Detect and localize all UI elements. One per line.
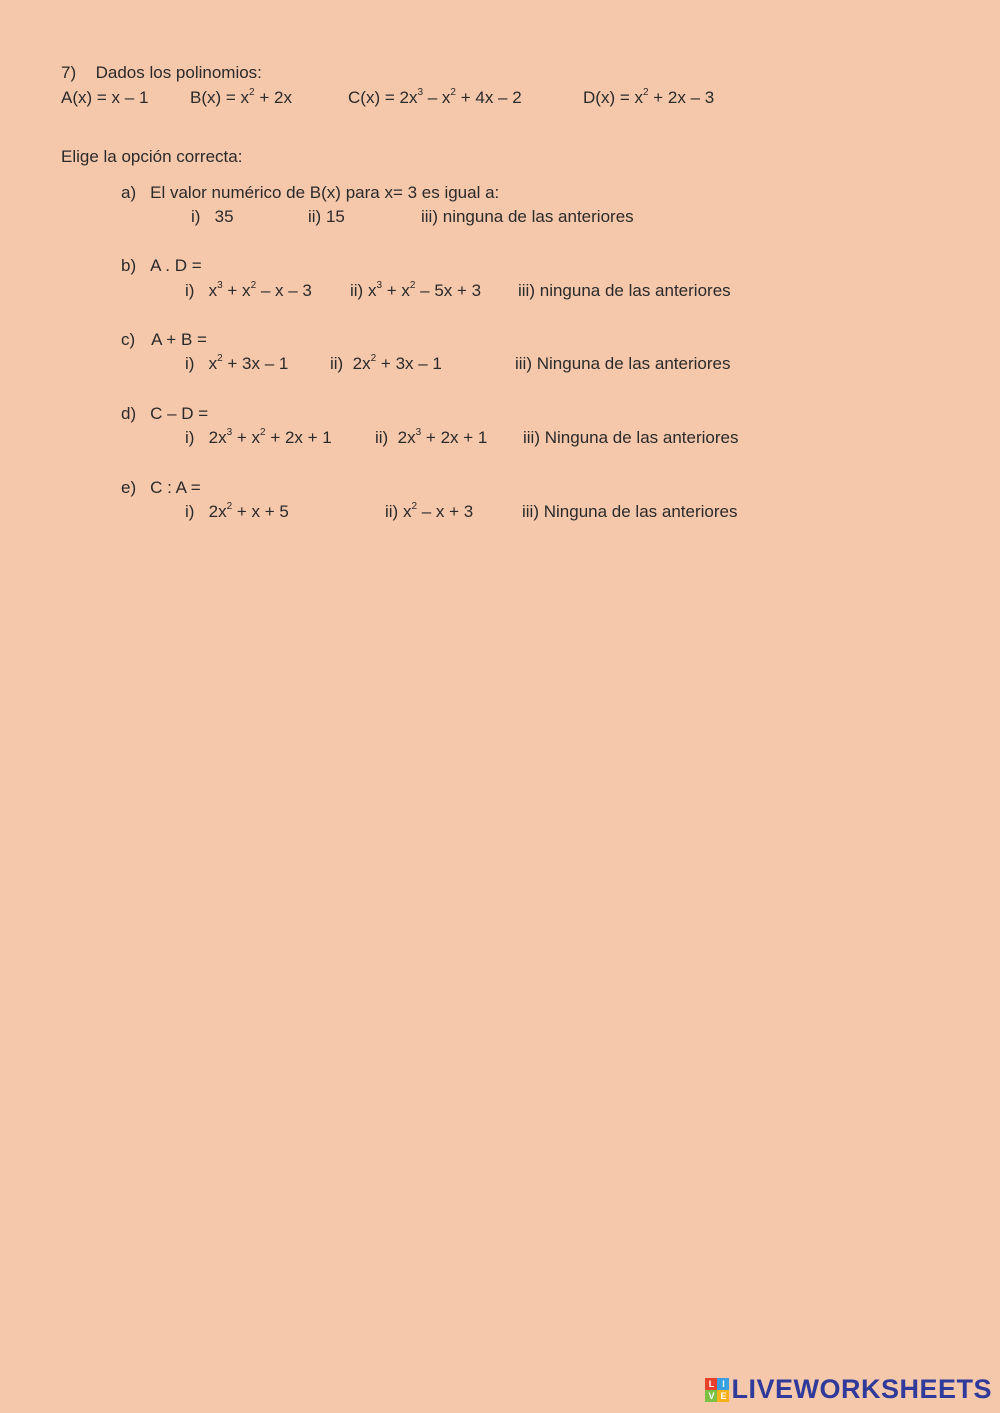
option-text: $x^3 + x^2 - x - 3$: [208, 280, 312, 300]
item-a-prompt: [121, 183, 499, 203]
option-label: i): [185, 354, 195, 373]
item-letter: a): [121, 183, 137, 202]
option-text: $2x^2 + 3x - 1$: [352, 353, 442, 373]
option-d-ii[interactable]: [375, 428, 487, 448]
poly-b-name: B(x) =: [190, 88, 241, 107]
option-text: ninguna de las anteriores: [539, 281, 731, 300]
item-c-prompt: [121, 330, 207, 350]
option-text: 35: [214, 207, 234, 226]
option-e-i[interactable]: [185, 502, 289, 522]
option-text: $2x^3 + x^2 + 2x + 1$: [208, 427, 332, 447]
option-label: iii): [518, 281, 535, 300]
option-label: iii): [523, 428, 540, 447]
option-b-i[interactable]: [185, 281, 312, 301]
option-text: Ninguna de las anteriores: [536, 354, 731, 373]
logo-mark-v: V: [705, 1390, 717, 1402]
option-text: $x^3 + x^2 - 5x + 3$: [367, 280, 482, 300]
logo-mark-l: L: [705, 1378, 717, 1390]
poly-a-name: A(x) =: [61, 88, 112, 107]
logo-mark-e: E: [717, 1390, 729, 1402]
option-label: ii): [350, 281, 364, 300]
option-label: ii): [330, 354, 344, 373]
poly-c-expr: $2x^3 - x^2 + 4x - 2$: [399, 87, 522, 107]
option-a-ii[interactable]: [308, 207, 345, 227]
option-text: $2x^3 + 2x + 1$: [397, 427, 488, 447]
option-c-iii[interactable]: [515, 354, 730, 374]
poly-d-name: D(x) =: [583, 88, 635, 107]
option-label: iii): [515, 354, 532, 373]
instruction: Elige la opción correcta:: [61, 147, 243, 166]
option-b-ii[interactable]: [350, 281, 481, 301]
option-text: $x^2 + 3x - 1$: [208, 353, 289, 373]
logo-text: LIVEWORKSHEETS: [731, 1374, 992, 1404]
logo-mark-icon: [705, 1378, 729, 1402]
option-label: i): [185, 502, 195, 521]
item-prompt-text: A . D =: [150, 256, 202, 275]
poly-c: [348, 88, 522, 108]
option-c-i[interactable]: [185, 354, 288, 374]
item-prompt-text: C – D =: [150, 404, 209, 423]
poly-b: [190, 88, 292, 108]
option-label: i): [185, 281, 195, 300]
option-label: iii): [421, 207, 438, 226]
option-label: ii): [375, 428, 389, 447]
option-b-iii[interactable]: [518, 281, 731, 301]
option-d-iii[interactable]: [523, 428, 738, 448]
logo-mark-i: I: [717, 1378, 729, 1390]
question-number: 7): [61, 63, 77, 82]
item-letter: c): [121, 330, 136, 349]
option-c-ii[interactable]: [330, 354, 442, 374]
question-intro: Dados los polinomios:: [95, 63, 262, 82]
option-text: $x^2 - x + 3$: [402, 501, 474, 521]
option-text: $2x^2 + x + 5$: [208, 501, 289, 521]
option-a-i[interactable]: [191, 207, 234, 227]
liveworksheets-logo[interactable]: [705, 1374, 992, 1405]
option-label: ii): [308, 207, 322, 226]
poly-b-expr: $x^2 + 2x$: [240, 87, 292, 107]
option-e-ii[interactable]: [385, 502, 473, 522]
question-header: [61, 63, 262, 83]
poly-a: [61, 88, 148, 108]
option-text: Ninguna de las anteriores: [543, 502, 738, 521]
option-label: i): [191, 207, 201, 226]
option-text: ninguna de las anteriores: [442, 207, 634, 226]
option-label: ii): [385, 502, 399, 521]
item-b-prompt: [121, 256, 202, 276]
option-a-iii[interactable]: [421, 207, 634, 227]
item-letter: e): [121, 478, 137, 497]
option-d-i[interactable]: [185, 428, 332, 448]
item-prompt-text: C : A =: [150, 478, 201, 497]
option-label: iii): [522, 502, 539, 521]
poly-d-expr: $x^2 + 2x - 3$: [634, 87, 715, 107]
option-text: 15: [325, 207, 345, 226]
item-d-prompt: [121, 404, 208, 424]
poly-a-expr: x – 1: [111, 88, 149, 107]
item-letter: b): [121, 256, 137, 275]
item-prompt-text: El valor numérico de B(x) para x= 3 es igual a:: [150, 183, 500, 202]
item-prompt-text: A + B =: [151, 330, 207, 349]
option-e-iii[interactable]: [522, 502, 737, 522]
poly-c-name: C(x) =: [348, 88, 400, 107]
item-letter: d): [121, 404, 137, 423]
item-e-prompt: [121, 478, 201, 498]
option-label: i): [185, 428, 195, 447]
poly-d: [583, 88, 714, 108]
option-text: Ninguna de las anteriores: [544, 428, 739, 447]
